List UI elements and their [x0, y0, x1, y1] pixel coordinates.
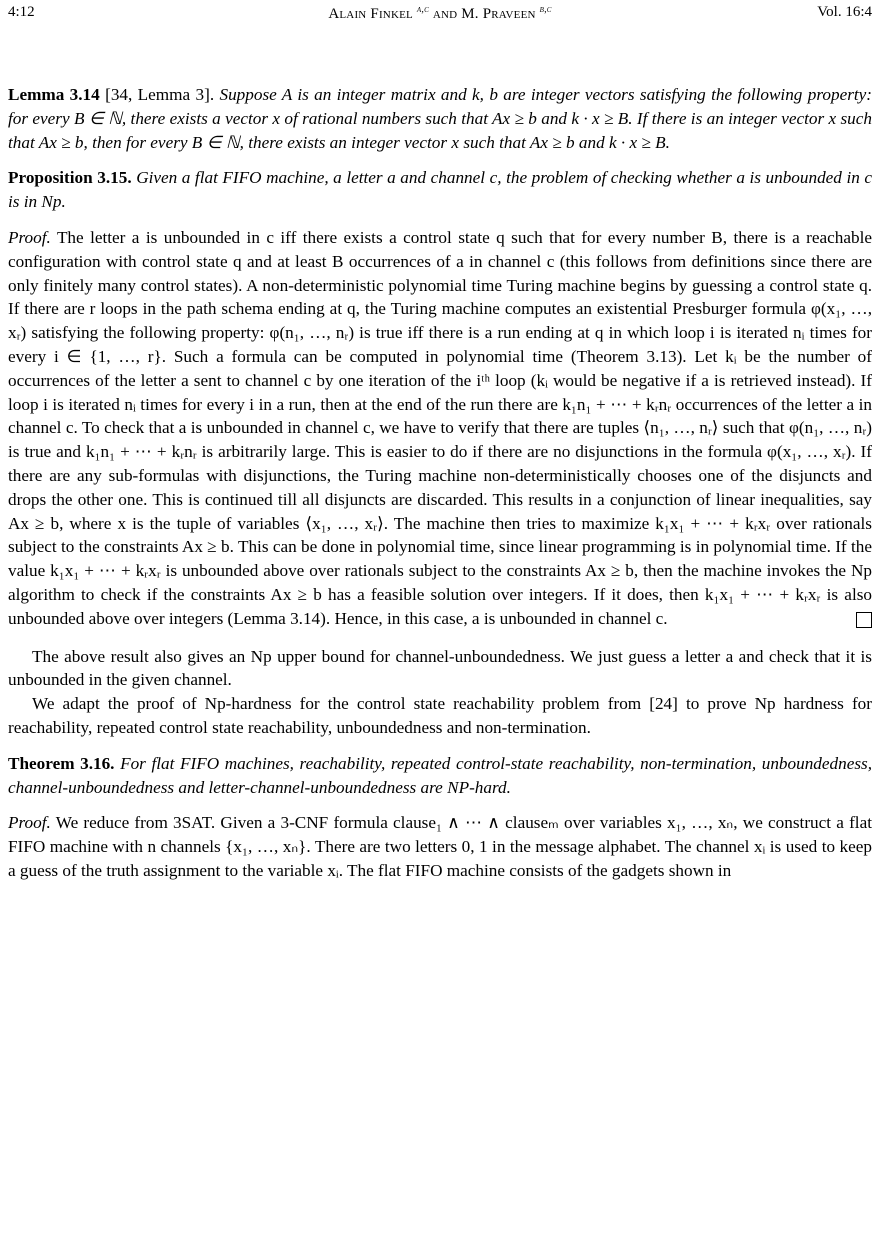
- proposition-block: [8, 166, 872, 214]
- author-first-affiliation: a,c: [416, 4, 429, 15]
- lemma-citation: [34, Lemma 3].: [105, 85, 215, 104]
- proof-block-2: [8, 811, 872, 882]
- volume-label: Vol. 16:4: [817, 4, 872, 20]
- paragraph-np-upper-bound: The above result also gives an Np upper bound for channel-unboundedness. We just guess a letter a and check that it is unbounded in the given channel.: [8, 646, 872, 690]
- author-second-affiliation: b,c: [539, 4, 552, 15]
- author-line: [8, 4, 872, 23]
- proposition-label: Proposition 3.15.: [8, 168, 132, 188]
- paragraph-np-hardness: We adapt the proof of Np-hardness for the control state reachability problem from [24] to prove Np hardness for reachability, repeated control state reachability, unboundedness and non-termination.: [8, 694, 872, 737]
- theorem-block: [8, 752, 872, 800]
- proof-block-1: [8, 226, 872, 631]
- lemma-statement: Suppose A is an integer matrix and k, b are integer vectors satisfying the following property: for every B ∈ ℕ, there exists a vector x of rational numbers such that Ax ≥ b and k · x ≥ B. If there is an integer vector x such that Ax ≥ b, then for every B ∈ ℕ, there exists an integer vector x such that Ax ≥ b and k · x ≥ B.: [8, 85, 873, 152]
- proof-label-2: Proof.: [8, 813, 51, 833]
- author-joiner: and M. Praveen: [432, 6, 536, 22]
- theorem-statement: For flat FIFO machines, reachability, repeated control-state reachability, non-termination, unboundedness, channel-unboundedness and letter-channel-unboundedness are NP-hard.: [8, 753, 873, 797]
- proof-label-1: Proof.: [8, 227, 51, 247]
- qed-square-icon: [856, 612, 872, 628]
- lemma-block: [8, 83, 872, 154]
- page-number: 4:12: [8, 4, 35, 20]
- running-header: [8, 4, 872, 26]
- body-text: [8, 83, 872, 895]
- theorem-label: Theorem 3.16.: [8, 753, 115, 773]
- author-first: Alain Finkel: [328, 6, 413, 22]
- lemma-label: Lemma 3.14: [8, 85, 100, 104]
- proposition-statement: Given a flat FIFO machine, a letter a and channel c, the problem of checking whether a is unbounded in c is in Np.: [8, 168, 872, 212]
- proof-text-2: We reduce from 3SAT. Given a 3-CNF formula clause₁ ∧ ⋯ ∧ clauseₘ over variables x₁, …, xₙ, we construct a flat FIFO machine with n channels {x₁, …, xₙ}. There are two letters 0, 1 in the message alphabet. The channel xᵢ is used to keep a guess of the truth assignment to the variable xᵢ. The flat FIFO machine consists of the gadgets shown in: [8, 813, 872, 880]
- proof-text-1: The letter a is unbounded in c iff there exists a control state q such that for every number B, there is a reachable configuration with control state q and at least B occurrences of a in channel c (this follows from definitions since there are only finitely many control states). A non-deterministic polynomial time Turing machine begins by guessing a control state q. If there are r loops in the path schema ending at q, the Turing machine computes an existential Presburger formula φ(x₁, …, xᵣ) satisfying the following property: φ(n₁, …, nᵣ) is true iff there is a run ending at q in which loop i is iterated nᵢ times for every i ∈ {1, …, r}. Such a formula can be computed in polynomial time (Theorem 3.13). Let kᵢ be the number of occurrences of the letter a sent to channel c by one iteration of the iᵗʰ loop (kᵢ would be negative if a is retrieved instead). If loop i is iterated nᵢ times for every i in a run, then at the end of the run there are k₁n₁ + ⋯ + kᵣnᵣ occurrences of the letter a in channel c. To check that a is unbounded in channel c, we have to verify that there are tuples ⟨n₁, …, nᵣ⟩ such that φ(n₁, …, nᵣ) is true and k₁n₁ + ⋯ + kᵣnᵣ is arbitrarily large. This is easier to do if there are no disjunctions in the formula φ(x₁, …, xᵣ). If there are any sub-formulas with disjunctions, the Turing machine non-deterministically chooses one of the disjuncts and drops the other one. This is continued till all disjuncts are discarded. This results in a conjunction of linear inequalities, say Ax ≥ b, where x is the tuple of variables ⟨x₁, …, xᵣ⟩. The machine then tries to maximize k₁x₁ + ⋯ + kᵣxᵣ over rationals subject to the constraints Ax ≥ b. This can be done in polynomial time, since linear programming is in polynomial time. If the value k₁x₁ + ⋯ + kᵣxᵣ is unbounded above over rationals subject to the constraints Ax ≥ b, then the machine invokes the Np algorithm to check if the constraints Ax ≥ b has a feasible solution over integers. If it does, then k₁x₁ + ⋯ + kᵣxᵣ is also unbounded above over integers (Lemma 3.14). Hence, in this case, a is unbounded in channel c.: [8, 227, 872, 628]
